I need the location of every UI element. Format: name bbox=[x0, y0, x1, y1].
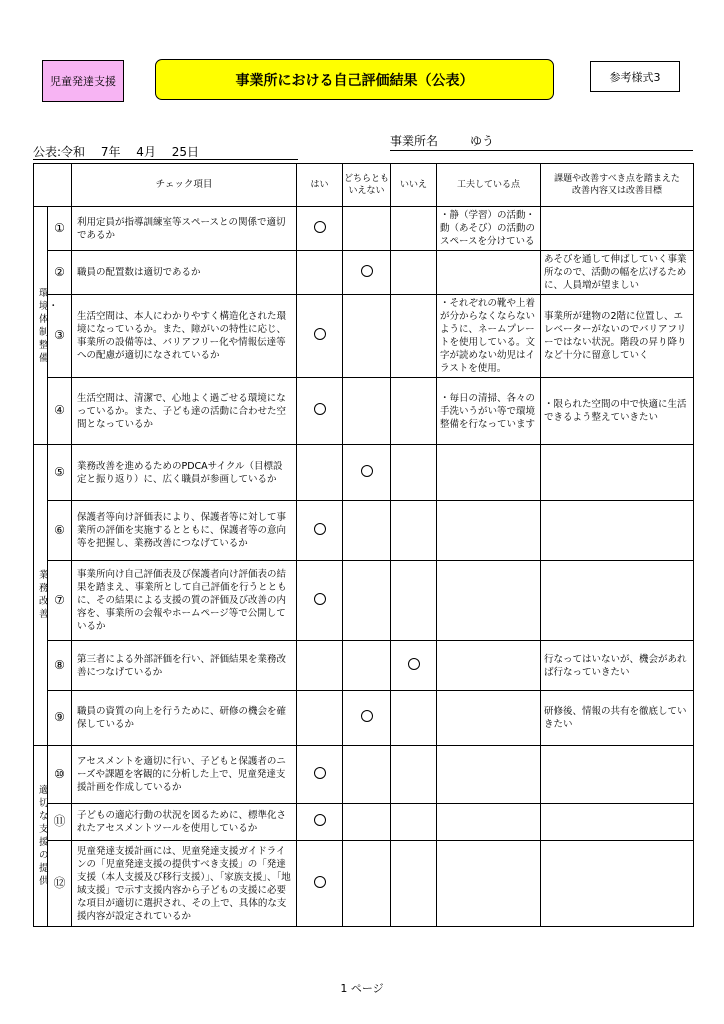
item-number: ⑦ bbox=[54, 592, 65, 607]
self-evaluation-table bbox=[33, 163, 694, 927]
answer-yes-cell bbox=[297, 295, 343, 378]
answer-neither-cell bbox=[343, 561, 391, 641]
check-item-text: 第三者による外部評価を行い、評価結果を業務改善につなげているか bbox=[72, 641, 297, 691]
item-number-cell bbox=[48, 746, 72, 804]
item-number: ⑤ bbox=[54, 464, 65, 479]
item-number: ② bbox=[54, 264, 65, 279]
table-row bbox=[34, 378, 694, 445]
answer-circle-mark bbox=[408, 658, 420, 670]
answer-no-cell bbox=[391, 641, 437, 691]
answer-circle-mark bbox=[314, 876, 326, 888]
efforts-text: ・それぞれの靴や上着が分からなくならないように、ネームプレートを使用している。文字が読めない幼児はイラストを使用。 bbox=[437, 295, 541, 378]
item-number: ⑥ bbox=[54, 522, 65, 537]
answer-neither-cell bbox=[343, 641, 391, 691]
table-row bbox=[34, 207, 694, 251]
table-row bbox=[34, 501, 694, 561]
check-item-text: 生活空間は、本人にわかりやすく構造化された環境になっているか。また、障がいの特性に応じ、事業所の設備等は、バリアフリー化や情報伝達等への配慮が適切になされているか bbox=[72, 295, 297, 378]
answer-no-cell bbox=[391, 691, 437, 746]
table-row bbox=[34, 295, 694, 378]
category-label: 児童発達支援 bbox=[42, 60, 124, 102]
issues-text bbox=[541, 501, 694, 561]
check-item-text: 職員の配置数は適切であるか bbox=[72, 251, 297, 295]
efforts-text bbox=[437, 691, 541, 746]
table-row bbox=[34, 746, 694, 804]
answer-no-cell bbox=[391, 841, 437, 927]
item-number-cell bbox=[48, 561, 72, 641]
check-item-text: 子どもの適応行動の状況を図るために、標準化されたアセスメントツールを使用しているか bbox=[72, 804, 297, 841]
table-row bbox=[34, 691, 694, 746]
office-name-value: ゆう bbox=[470, 134, 495, 148]
check-item-text: 児童発達支援計画には、児童発達支援ガイドラインの「児童発達支援の提供すべき支援」の「発達支援（本人支援及び移行支援）」、「家族支援」、「地域支援」で示す支援内容から子どもの支援に必要な項目が適切に選択され、その上で、具体的な支援内容が設定されているか bbox=[72, 841, 297, 927]
answer-no-cell bbox=[391, 445, 437, 501]
answer-neither-cell bbox=[343, 691, 391, 746]
answer-yes-cell bbox=[297, 561, 343, 641]
item-number: ⑫ bbox=[53, 875, 66, 890]
answer-circle-mark bbox=[361, 265, 373, 277]
efforts-text bbox=[437, 251, 541, 295]
issues-text bbox=[541, 804, 694, 841]
page-number: 1 ページ bbox=[340, 982, 384, 995]
answer-yes-cell bbox=[297, 641, 343, 691]
check-item-text: アセスメントを適切に行い、子どもと保護者のニーズや課題を客観的に分析した上で、児童発達支援計画を作成しているか bbox=[72, 746, 297, 804]
header-blank-cell bbox=[34, 164, 72, 207]
answer-circle-mark bbox=[314, 767, 326, 779]
answer-neither-cell bbox=[343, 445, 391, 501]
answer-yes-cell bbox=[297, 841, 343, 927]
answer-circle-mark bbox=[361, 465, 373, 477]
issues-text: あそびを通して伸ばしていく事業所なので、活動の幅を広げるために、人員増が望ましい bbox=[541, 251, 694, 295]
efforts-text: ・毎日の清掃、各々の手洗いうがい等で環境整備を行なっています bbox=[437, 378, 541, 445]
check-item-text: 事業所向け自己評価表及び保護者向け評価表の結果を踏まえ、事業所として自己評価を行うとともに、その結果による支援の質の評価及び改善の内容を、事業所の会報やホームページ等で公開しているか bbox=[72, 561, 297, 641]
item-number-cell bbox=[48, 804, 72, 841]
answer-neither-cell bbox=[343, 841, 391, 927]
issues-text bbox=[541, 445, 694, 501]
check-item-text: 生活空間は、清潔で、心地よく過ごせる環境になっているか。また、子ども達の活動に合わせた空間となっているか bbox=[72, 378, 297, 445]
answer-circle-mark bbox=[314, 221, 326, 233]
answer-yes-cell bbox=[297, 746, 343, 804]
header-efforts: 工夫している点 bbox=[437, 164, 541, 207]
issues-text bbox=[541, 207, 694, 251]
answer-neither-cell bbox=[343, 295, 391, 378]
section-label: 業務改善 bbox=[34, 445, 48, 746]
table-row bbox=[34, 445, 694, 501]
issues-text bbox=[541, 561, 694, 641]
answer-yes-cell bbox=[297, 207, 343, 251]
answer-yes-cell bbox=[297, 501, 343, 561]
answer-neither-cell bbox=[343, 251, 391, 295]
answer-neither-cell bbox=[343, 746, 391, 804]
answer-yes-cell bbox=[297, 445, 343, 501]
answer-circle-mark bbox=[314, 403, 326, 415]
check-item-text: 業務改善を進めるためのPDCAサイクル（目標設定と振り返り）に、広く職員が参画しているか bbox=[72, 445, 297, 501]
issues-text: 研修後、情報の共有を徹底していきたい bbox=[541, 691, 694, 746]
document-title: 事業所における自己評価結果（公表） bbox=[155, 59, 554, 100]
issues-text bbox=[541, 841, 694, 927]
item-number-cell bbox=[48, 691, 72, 746]
check-item-text: 保護者等向け評価表により、保護者等に対して事業所の評価を実施するとともに、保護者等の意向等を把握し、業務改善につなげているか bbox=[72, 501, 297, 561]
answer-yes-cell bbox=[297, 251, 343, 295]
answer-circle-mark bbox=[314, 593, 326, 605]
header-no: いいえ bbox=[391, 164, 437, 207]
table-row bbox=[34, 804, 694, 841]
section-label: 環境・体制整備 bbox=[34, 207, 48, 445]
table-row bbox=[34, 641, 694, 691]
office-name-field bbox=[390, 133, 693, 151]
answer-no-cell bbox=[391, 804, 437, 841]
item-number-cell bbox=[48, 445, 72, 501]
item-number-cell bbox=[48, 501, 72, 561]
efforts-text bbox=[437, 746, 541, 804]
answer-neither-cell bbox=[343, 378, 391, 445]
header-issues: 課題や改善すべき点を踏まえた 改善内容又は改善目標 bbox=[541, 164, 694, 207]
efforts-text bbox=[437, 841, 541, 927]
answer-no-cell bbox=[391, 746, 437, 804]
answer-yes-cell bbox=[297, 804, 343, 841]
item-number: ⑧ bbox=[54, 657, 65, 672]
answer-circle-mark bbox=[314, 523, 326, 535]
header-neither: どちらとも いえない bbox=[343, 164, 391, 207]
answer-no-cell bbox=[391, 251, 437, 295]
check-item-text: 職員の資質の向上を行うために、研修の機会を確保しているか bbox=[72, 691, 297, 746]
item-number: ④ bbox=[54, 403, 65, 417]
issues-text: ・限られた空間の中で快適に生活できるよう整えていきたい bbox=[541, 378, 694, 445]
answer-yes-cell bbox=[297, 691, 343, 746]
answer-yes-cell bbox=[297, 378, 343, 445]
item-number: ⑪ bbox=[53, 814, 66, 828]
item-number: ① bbox=[54, 220, 65, 235]
efforts-text bbox=[437, 804, 541, 841]
answer-neither-cell bbox=[343, 207, 391, 251]
section-label: 適切な支援の提供 bbox=[34, 746, 48, 927]
table-row bbox=[34, 561, 694, 641]
efforts-text bbox=[437, 501, 541, 561]
answer-circle-mark bbox=[361, 710, 373, 722]
table-row bbox=[34, 251, 694, 295]
answer-circle-mark bbox=[314, 328, 326, 340]
item-number: ③ bbox=[54, 328, 65, 342]
item-number-cell bbox=[48, 207, 72, 251]
item-number-cell bbox=[48, 641, 72, 691]
check-item-text: 利用定員が指導訓練室等スペースとの関係で適切であるか bbox=[72, 207, 297, 251]
answer-no-cell bbox=[391, 561, 437, 641]
answer-no-cell bbox=[391, 295, 437, 378]
item-number-cell bbox=[48, 251, 72, 295]
item-number-cell bbox=[48, 378, 72, 445]
item-number: ⑨ bbox=[54, 710, 65, 724]
efforts-text: ・静（学習）の活動・動（あそび）の活動のスペースを分けている bbox=[437, 207, 541, 251]
form-number-label: 参考様式3 bbox=[590, 61, 680, 92]
publish-date: 公表:令和 7年 4月 25日 bbox=[33, 145, 298, 160]
answer-no-cell bbox=[391, 378, 437, 445]
header-yes: はい bbox=[297, 164, 343, 207]
issues-text: 事業所が建物の2階に位置し、エレベーターがないのでバリアフリーではない状況。階段の昇り降りなど十分に留意していく bbox=[541, 295, 694, 378]
issues-text: 行なってはいないが、機会があれば行なっていきたい bbox=[541, 641, 694, 691]
answer-no-cell bbox=[391, 207, 437, 251]
efforts-text bbox=[437, 445, 541, 501]
efforts-text bbox=[437, 641, 541, 691]
office-name-label: 事業所名 bbox=[390, 134, 439, 148]
table-header-row bbox=[34, 164, 694, 207]
item-number: ⑩ bbox=[54, 766, 65, 781]
answer-neither-cell bbox=[343, 501, 391, 561]
issues-text bbox=[541, 746, 694, 804]
answer-neither-cell bbox=[343, 804, 391, 841]
efforts-text bbox=[437, 561, 541, 641]
answer-circle-mark bbox=[314, 814, 326, 826]
table-body bbox=[34, 207, 694, 927]
item-number-cell bbox=[48, 841, 72, 927]
header-check-item: チェック項目 bbox=[72, 164, 297, 207]
answer-no-cell bbox=[391, 501, 437, 561]
table-row bbox=[34, 841, 694, 927]
